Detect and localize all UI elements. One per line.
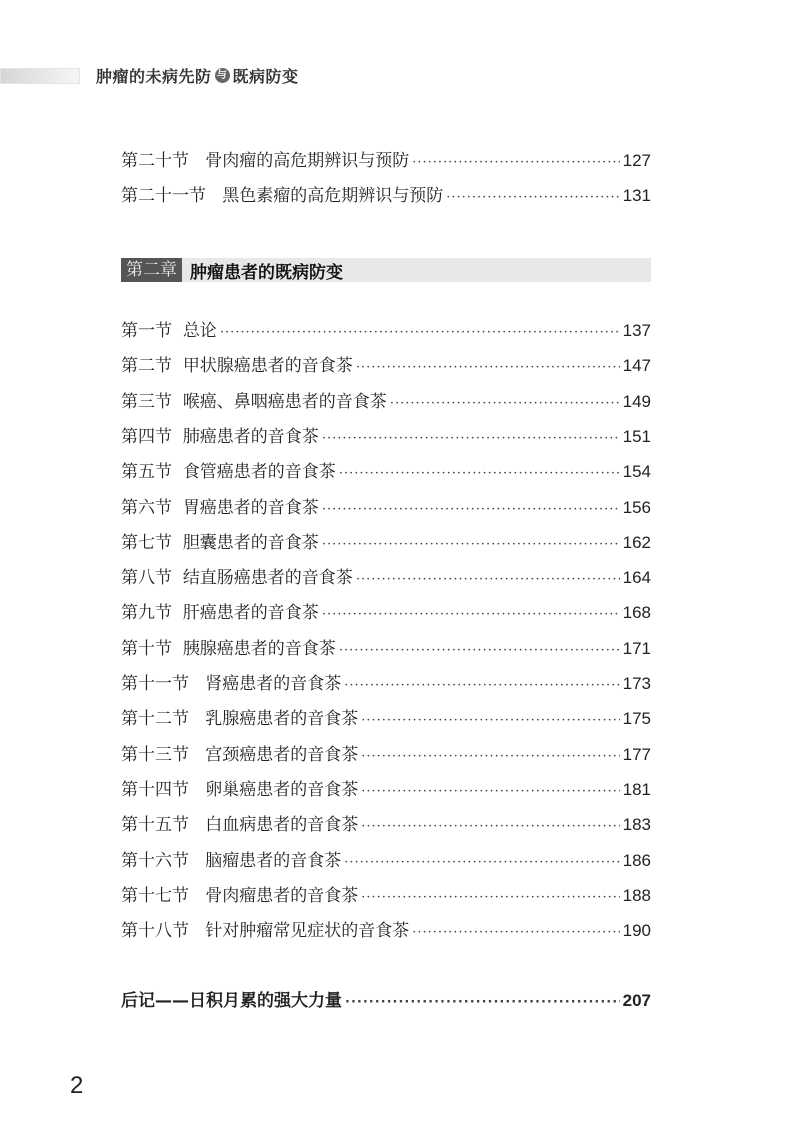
toc-entry[interactable] [121, 563, 651, 587]
section-number: 第一节 [121, 321, 172, 341]
header-bar [0, 68, 80, 84]
dot-leader [322, 431, 620, 446]
spacer [172, 568, 183, 588]
entry-title: 黑色素瘤的高危期辨识与预防 [222, 186, 444, 207]
entry-page: 188 [622, 885, 651, 905]
entry-page: 156 [622, 497, 651, 517]
section-number: 第六节 [121, 497, 172, 518]
dot-leader [345, 995, 620, 1010]
entry-page: 168 [622, 603, 651, 623]
afterword-title: 后记——日积月累的强大力量 [121, 991, 342, 1011]
entry-page: 147 [622, 356, 651, 376]
section-number: 第十节 [121, 638, 172, 659]
entry-title: 骨肉瘤患者的音食茶 [205, 885, 359, 906]
entry-page: 190 [622, 921, 651, 941]
toc-entry[interactable] [121, 881, 651, 905]
dot-leader [361, 749, 619, 764]
toc-entry[interactable] [121, 146, 651, 170]
dot-leader [361, 819, 619, 834]
entry-page: 177 [622, 744, 651, 764]
dot-leader [390, 396, 620, 411]
section-number: 第十七节 [121, 885, 189, 906]
spacer [189, 709, 205, 729]
toc-entry[interactable] [121, 598, 651, 622]
section-number: 第九节 [121, 603, 172, 624]
section-number: 第四节 [121, 426, 172, 447]
spacer [189, 780, 205, 800]
dot-leader [361, 713, 619, 728]
section-number: 第八节 [121, 568, 172, 589]
dot-leader [220, 325, 620, 340]
toc-entry[interactable] [121, 351, 651, 375]
section-number: 第七节 [121, 532, 172, 553]
section-number: 第二十一节 [121, 186, 206, 207]
header-title-right: 既病防变 [232, 67, 299, 86]
toc-entry[interactable] [121, 669, 651, 693]
spacer [172, 498, 183, 518]
header-connector: 与 [215, 68, 230, 83]
toc-entry[interactable] [121, 493, 651, 517]
spacer [189, 851, 205, 871]
spacer [172, 533, 183, 553]
section-number: 第十六节 [121, 850, 189, 871]
entry-title: 总论 [182, 321, 217, 341]
spacer [189, 674, 205, 694]
toc-entry[interactable] [121, 457, 651, 481]
spacer [172, 356, 183, 376]
afterword-page: 207 [622, 991, 651, 1010]
dot-leader [344, 855, 619, 870]
toc-entry[interactable] [121, 846, 651, 870]
dot-leader [322, 537, 620, 552]
entry-title: 胃癌患者的音食茶 [182, 497, 319, 518]
chapter-heading[interactable] [121, 258, 651, 282]
section-number: 第二十节 [121, 151, 189, 171]
toc-entry[interactable] [121, 528, 651, 552]
toc-entry[interactable] [121, 916, 651, 940]
dot-leader [361, 890, 619, 905]
toc-entry[interactable] [121, 740, 651, 764]
toc-afterword[interactable] [121, 986, 651, 1010]
entry-title: 脑瘤患者的音食茶 [205, 850, 342, 871]
toc-entry[interactable] [121, 634, 651, 658]
spacer [189, 921, 205, 941]
dot-leader [339, 643, 620, 658]
dot-leader [339, 466, 620, 481]
toc-entry[interactable] [121, 810, 651, 834]
entry-page: 127 [622, 151, 651, 170]
spacer [172, 462, 183, 482]
spacer [189, 815, 205, 835]
dot-leader [322, 502, 620, 517]
spacer [172, 321, 183, 341]
toc-entry[interactable] [121, 422, 651, 446]
toc-entry[interactable] [121, 181, 651, 205]
entry-page: 173 [622, 674, 651, 693]
section-number: 第十三节 [121, 744, 189, 765]
spacer [172, 427, 183, 447]
spacer [189, 151, 205, 171]
entry-title: 食管癌患者的音食茶 [182, 462, 336, 483]
entry-title: 乳腺癌患者的音食茶 [205, 709, 359, 730]
toc-entry[interactable] [121, 704, 651, 728]
entry-title: 针对肿瘤常见症状的音食茶 [205, 921, 410, 942]
dot-leader [446, 190, 619, 205]
section-number: 第十二节 [121, 709, 189, 730]
entry-title: 卵巢癌患者的音食茶 [205, 779, 359, 800]
entry-page: 175 [622, 709, 651, 729]
entry-page: 151 [622, 426, 651, 446]
page-number: 2 [70, 1072, 84, 1099]
toc-entry[interactable] [121, 387, 651, 411]
chapter-title: 肿瘤患者的既病防变 [190, 262, 343, 283]
running-header [96, 64, 299, 87]
entry-page: 162 [622, 532, 651, 552]
chapter-label: 第二章 [121, 258, 182, 282]
entry-page: 154 [622, 462, 651, 482]
spacer [206, 186, 222, 206]
entry-title: 宫颈癌患者的音食茶 [205, 744, 359, 765]
section-number: 第十四节 [121, 779, 189, 800]
dot-leader [344, 678, 619, 693]
entry-page: 171 [622, 638, 651, 658]
section-number: 第五节 [121, 462, 172, 483]
section-number: 第二节 [121, 356, 172, 377]
dot-leader [412, 925, 619, 940]
entry-title: 胆囊患者的音食茶 [182, 532, 319, 553]
entry-page: 137 [622, 321, 651, 340]
dot-leader [322, 607, 620, 622]
section-number: 第十一节 [121, 674, 189, 694]
entry-page: 149 [622, 391, 651, 411]
section-number: 第十五节 [121, 815, 189, 836]
dot-leader [361, 784, 619, 799]
spacer [172, 392, 183, 412]
spacer [172, 639, 183, 659]
entry-page: 186 [622, 850, 651, 870]
entry-title: 胰腺癌患者的音食茶 [182, 638, 336, 659]
header-title-left: 肿瘤的未病先防 [96, 67, 212, 86]
dot-leader [356, 572, 620, 587]
dot-leader [356, 360, 620, 375]
toc-entry[interactable] [121, 316, 651, 340]
entry-title: 肝癌患者的音食茶 [182, 603, 319, 624]
entry-title: 骨肉瘤的高危期辨识与预防 [205, 151, 410, 171]
entry-page: 131 [622, 186, 651, 206]
entry-title: 甲状腺癌患者的音食茶 [182, 356, 353, 377]
entry-page: 183 [622, 815, 651, 835]
entry-page: 181 [622, 779, 651, 799]
entry-title: 白血病患者的音食茶 [205, 815, 359, 836]
dot-leader [412, 155, 619, 170]
entry-title: 肺癌患者的音食茶 [182, 426, 319, 447]
entry-title: 喉癌、鼻咽癌患者的音食茶 [182, 391, 387, 412]
section-number: 第十八节 [121, 921, 189, 942]
spacer [189, 886, 205, 906]
spacer [172, 603, 183, 623]
entry-title: 肾癌患者的音食茶 [205, 674, 342, 694]
spacer [189, 745, 205, 765]
entry-title: 结直肠癌患者的音食茶 [182, 568, 353, 589]
toc-entry[interactable] [121, 775, 651, 799]
entry-page: 164 [622, 568, 651, 588]
section-number: 第三节 [121, 391, 172, 412]
